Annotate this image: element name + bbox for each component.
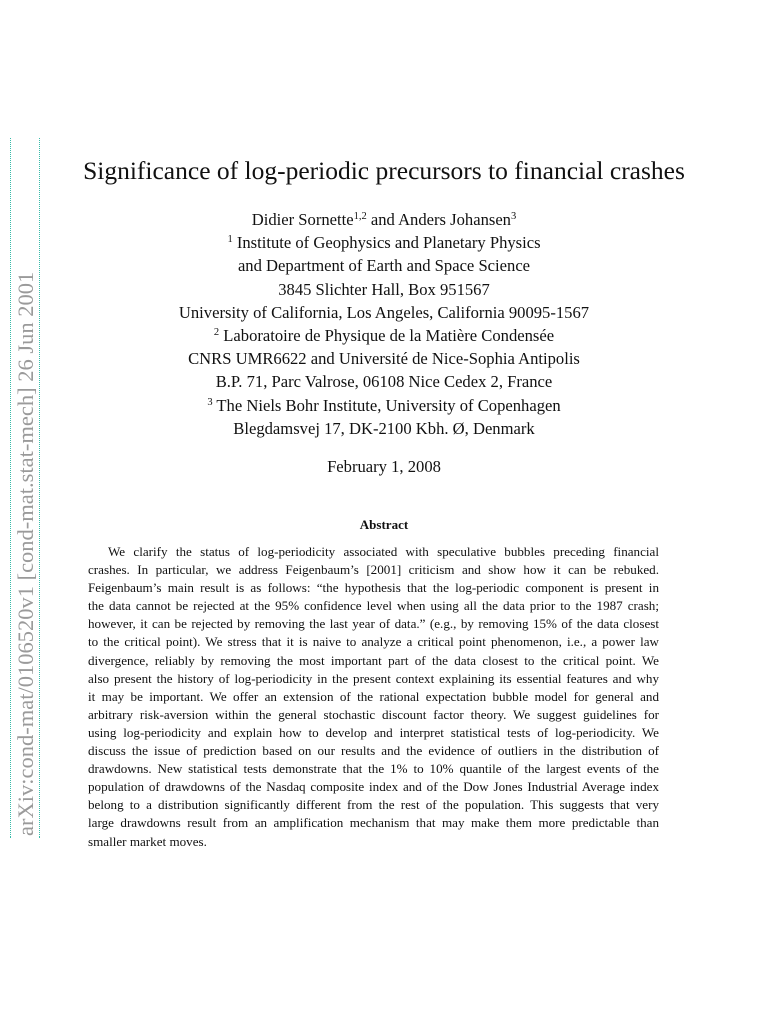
author-1-affiliation-mark: 1,2 — [353, 211, 367, 222]
abstract-line: the data cannot be rejected at the 95% confidence level when using all the data prior to the 1987 crash; — [88, 598, 659, 614]
abstract-line: crashes. In particular, we address Feigenbaum’s [2001] criticism and show how it can be rebuked. — [88, 562, 659, 578]
affiliation-text: Laboratoire de Physique de la Matière Condensée — [219, 326, 555, 346]
affiliation-line — [0, 324, 768, 347]
abstract-line: divergence, reliably by removing the most important part of the data closest to the critical point. We — [88, 652, 659, 668]
abstract-line: arbitrary risk-aversion within the general stochastic discount factor theory. We suggest guidelines for — [88, 706, 659, 722]
affiliation-text: University of California, Los Angeles, California 90095-1567 — [178, 302, 590, 322]
affiliation-line — [0, 231, 768, 254]
abstract-line: however, it can be rejected by removing the last year of data.” (e.g., by removing 15% of the data closest — [88, 616, 659, 632]
author-line — [0, 208, 768, 231]
abstract-line: using log-periodicity and explain how to develop and interpret statistical tests of log-periodicity. We — [88, 724, 659, 740]
affiliation-line — [0, 394, 768, 417]
abstract-body — [88, 543, 659, 851]
author-name-2: and Anders Johansen — [366, 210, 511, 229]
affiliation-text: 3845 Slichter Hall, Box 951567 — [278, 279, 490, 299]
paper-date: February 1, 2008 — [327, 457, 441, 476]
author-2-affiliation-mark: 3 — [510, 211, 517, 222]
abstract-line: large drawdowns result from an amplification mechanism that may make them more predictable than — [88, 815, 659, 831]
author-name-1: Didier Sornette — [251, 210, 354, 229]
affiliation-line — [0, 278, 768, 301]
affiliation-line — [0, 417, 768, 440]
abstract-line: discuss the issue of prediction based on our results and the evidence of outliers in the distribution of — [88, 743, 659, 759]
abstract-line: to the critical point). We stress that it is naive to analyze a critical point phenomenon, i.e., a power law — [88, 634, 659, 650]
abstract-line: Feigenbaum’s main result is as follows: “the hypothesis that the log-periodic component is present in — [88, 580, 659, 596]
abstract-line: drawdowns. New statistical tests demonstrate that the 1% to 10% quantile of the largest events of the — [88, 761, 659, 777]
affiliation-text: Blegdamsvej 17, DK-2100 Kbh. Ø, Denmark — [233, 418, 535, 438]
affiliation-line — [0, 301, 768, 324]
arxiv-sidebar-stamp: arXiv:cond-mat/0106520v1 [cond-mat.stat-mech] 26 Jun 2001 — [10, 138, 40, 838]
affiliation-mark: 2 — [213, 327, 220, 339]
affiliation-text: Institute of Geophysics and Planetary Physics — [232, 233, 541, 253]
affiliation-line — [0, 347, 768, 370]
affiliation-line — [0, 370, 768, 393]
abstract-line: belong to a distribution significantly different from the rest of the population. This suggests that very — [88, 797, 659, 813]
author-block — [0, 208, 768, 440]
paper-title: Significance of log-periodic precursors to financial crashes — [83, 156, 685, 185]
abstract-line: also present the history of log-periodicity in the present context explaining its essential features and why — [88, 670, 659, 686]
affiliation-mark: 1 — [227, 234, 233, 246]
abstract-line: it may be important. We offer an extension of the rational expectation bubble model for general and — [88, 688, 659, 704]
affiliation-text: CNRS UMR6622 and Université de Nice-Sophia Antipolis — [188, 349, 580, 369]
abstract-line: smaller market moves. — [88, 833, 207, 849]
affiliation-text: B.P. 71, Parc Valrose, 06108 Nice Cedex 2, France — [215, 372, 553, 392]
abstract-line: population of drawdowns of the Nasdaq composite index and of the Dow Jones Industrial Average index — [88, 779, 659, 795]
affiliation-text: and Department of Earth and Space Science — [237, 256, 531, 276]
affiliation-line — [0, 254, 768, 277]
abstract-line: We clarify the status of log-periodicity associated with speculative bubbles preceding financial — [108, 544, 659, 559]
affiliation-mark: 3 — [207, 396, 213, 408]
abstract-heading: Abstract — [359, 517, 409, 532]
affiliation-text: The Niels Bohr Institute, University of Copenhagen — [212, 395, 561, 415]
